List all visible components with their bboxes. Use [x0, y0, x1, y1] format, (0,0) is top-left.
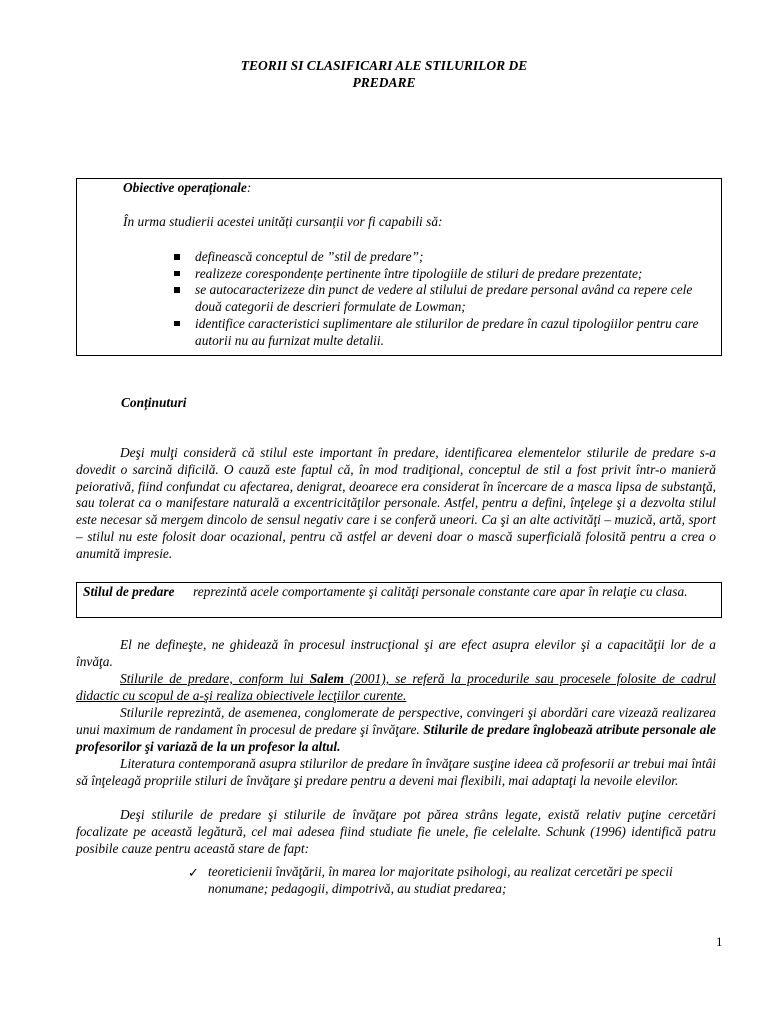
definition-text: reprezintă acele comportamente şi calităţi personale constante care apar în relaţie cu clasa. — [193, 584, 688, 599]
paragraph-4: Stilurile reprezintă, de asemenea, conglomerate de perspective, convingeri şi abordări care vizează realizarea unui maximum de randament în procesul de predare şi învăţare. Stilurile de predare înglobează atribute personale ale profesorilor şi variază de la un profesor la altul. — [76, 705, 716, 754]
square-bullet-icon — [174, 321, 180, 327]
objectives-list — [171, 249, 711, 349]
objective-item: identifice caracteristici suplimentare ale stilurilor de predare în cazul tipologiilor pentru care autorii nu au furnizat multe detalii. — [171, 316, 711, 349]
definition-term: Stilul de predare — [83, 584, 175, 599]
paragraph-3: Stilurile de predare, conform lui Salem (2001), se referă la procedurile sau procesele folosite de cadrul didactic cu scopul de a-şi realiza obiectivele lecţiilor curente. — [76, 671, 716, 703]
objective-item: definească conceptul de ”stil de predare”; — [171, 249, 711, 266]
paragraph-6: Deşi stilurile de predare şi stilurile de învăţare pot părea strâns legate, există relativ puţine cercetări focalizate pe această legătură, cel mai adesea fiind studiate fie unele, fie celelalte. Schunk (1996) identifică patru posibile cauze pentru această stare de fapt: — [76, 807, 716, 856]
check-list-item: ✓ teoreticienii învăţării, în marea lor majoritate psihologi, au realizat cercetări pe specii nonumane; pedagogii, dimpotrivă, au studiat predarea; — [188, 864, 673, 896]
objectives-intro: În urma studierii acestei unități cursanții vor fi capabili să: — [123, 214, 443, 229]
square-bullet-icon — [174, 271, 180, 277]
objectives-title: Obiective operaționale: — [123, 180, 252, 195]
title-line-2: PREDARE — [352, 75, 416, 90]
definition-box — [76, 582, 722, 618]
page-number: 1 — [716, 934, 723, 949]
square-bullet-icon — [174, 254, 180, 260]
objective-item: realizeze corespondențe pertinente între tipologiile de stiluri de predare prezentate; — [171, 266, 711, 283]
author-salem: Salem — [309, 671, 344, 686]
contents-heading: Conținuturi — [121, 395, 187, 410]
title-line-1: TEORII SI CLASIFICARI ALE STILURILOR DE — [240, 58, 528, 73]
objective-item: se autocaracterizeze din punct de vedere al stilului de predare personal având ca repere cele două categorii de descrieri formulate de Lowman; — [171, 282, 711, 315]
paragraph-5: Literatura contemporană asupra stilurilor de predare în învăţare susţine ideea că profesorii ar trebui mai întâi să înţeleagă propriile stiluri de învăţare şi predare pentru a deveni mai flexibili, mai adaptaţi la nevoile elevilor. — [76, 756, 716, 788]
page-title — [0, 57, 768, 91]
paragraph-1: Deşi mulţi consideră că stilul este important în predare, identificarea elementelor stilurile de predare s-a dovedit o sarcină dificilă. O cauză este faptul că, în mod tradiţional, conceptul de stil a fost privit într-o manieră peiorativă, fiind confundat cu afectarea, denigrat, deoarece era considerat în încercare de a masca lipsa de substanţă, sau tolerat ca o manifestare naturală a excentricităţilor personale. Astfel, pentru a defini, înţelege şi a dezvolta stilul este necesar să mergem dincolo de sensul negativ care i se conferă uneori. Ca şi an alte activităţi – muzică, artă, sport – stilul nu este folosit doar ocazional, pentru că astfel ar deveni doar o mască superficială folosită pentru a crea o anumită impresie. — [76, 445, 716, 561]
paragraph-2: El ne defineşte, ne ghidează în procesul instrucţional şi are efect asupra elevilor şi a capacităţii lor de a învăţa. — [76, 637, 716, 669]
checkmark-icon: ✓ — [188, 865, 199, 880]
square-bullet-icon — [174, 287, 180, 293]
objectives-box — [76, 178, 722, 356]
